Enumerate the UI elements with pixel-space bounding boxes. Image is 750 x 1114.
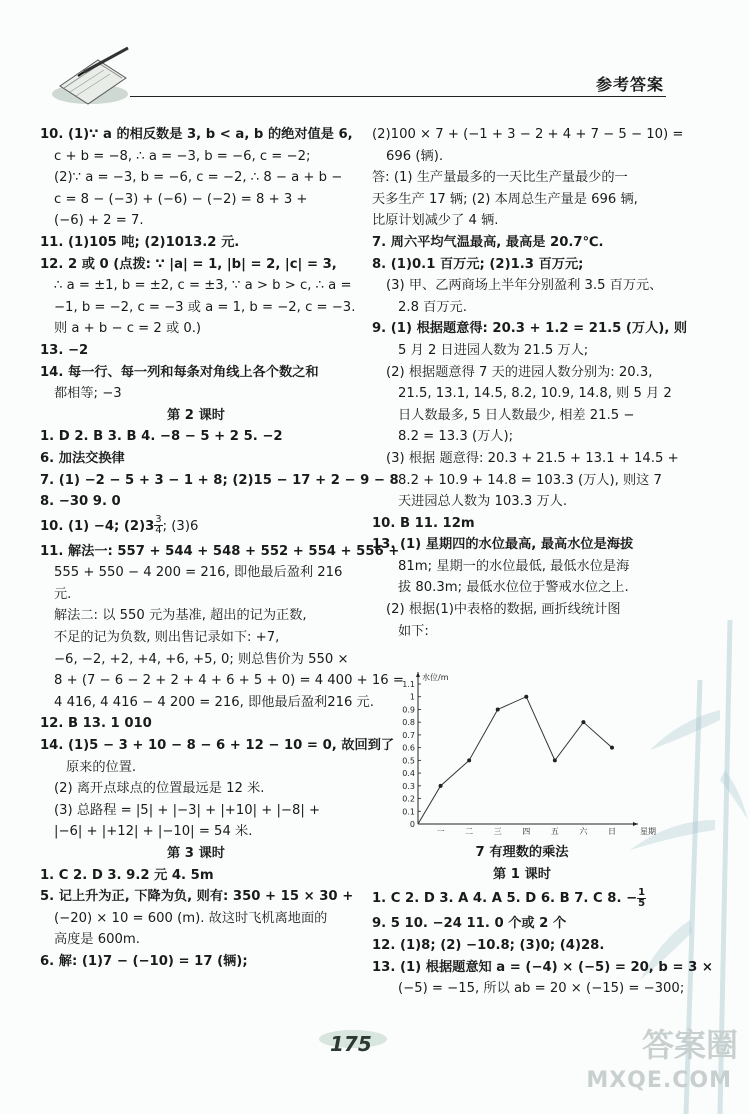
- data-point: [581, 720, 585, 724]
- answer-line: 2.8 百万元.: [398, 299, 467, 315]
- y-tick-label: 0: [409, 820, 415, 829]
- watermark-logo: 答案圈: [641, 1026, 738, 1064]
- answer-line: 8. −30 9. 0: [40, 494, 121, 510]
- x-tick-label: 二: [465, 827, 474, 836]
- x-tick-label: 六: [579, 827, 588, 836]
- data-point: [439, 784, 443, 788]
- fraction2-prefix: 1. C 2. D 3. A 4. A 5. D 6. B 7. C 8. −: [372, 891, 638, 907]
- header-title: 参考答案: [595, 75, 664, 94]
- answer-line: 12. B 13. 1 010: [40, 716, 152, 732]
- x-axis-arrow: [633, 822, 638, 826]
- answer-line: 不足的记为负数, 则出售记录如下: +7,: [54, 630, 280, 646]
- answer-line: c = 8 − (−3) + (−6) − (−2) = 8 + 3 +: [54, 191, 308, 207]
- y-tick-label: 0.4: [402, 769, 415, 779]
- fraction: [154, 515, 162, 536]
- answer-line: −1, b = −2, c = −3 或 a = 1, b = −2, c = −3.: [54, 299, 356, 315]
- answer-line: (2)∵ a = −3, b = −6, c = −2, ∴ 8 − a + b −: [54, 170, 343, 186]
- data-point: [467, 758, 471, 762]
- answer-line: 拔 80.3m; 最低水位位于警戒水位之上.: [398, 580, 629, 596]
- answer-line: 8. (1)0.1 百万元; (2)1.3 百万元;: [372, 256, 584, 272]
- y-tick-label: 0.3: [402, 781, 415, 791]
- answer-line: (2)100 × 7 + (−1 + 3 − 2 + 4 + 7 − 5 − 10) =: [372, 127, 684, 142]
- answer-line: 元.: [54, 586, 72, 602]
- answer-line: 8.2 + 10.9 + 14.8 = 103.3 (万人), 则这 7: [398, 472, 662, 488]
- right-column: [372, 124, 713, 1000]
- answer-line: 都相等; −3: [54, 386, 122, 402]
- y-axis-label: 水位/m: [422, 673, 449, 682]
- answer-line: 第 1 课时: [493, 866, 551, 882]
- answer-line: c + b = −8, ∴ a = −3, b = −6, c = −2;: [54, 148, 311, 164]
- answer-line: 11. (1)105 吨; (2)1013.2 元.: [40, 234, 240, 250]
- answer-line: (3) 根据 题意得: 20.3 + 21.5 + 13.1 + 14.5 +: [386, 450, 679, 466]
- answer-line: 7. (1) −2 − 5 + 3 − 1 + 8; (2)15 − 17 + 2 − 9 − 8: [40, 472, 399, 488]
- answer-line: 12. 2 或 0 (点拨: ∵ |a| = 1, |b| = 2, |c| = 3,: [40, 256, 337, 272]
- y-tick-label: 1: [409, 692, 415, 702]
- answer-line: 14. 每一行、每一列和每条对角线上各个数之和: [40, 364, 319, 380]
- x-tick-label: 三: [493, 827, 502, 836]
- answer-line: 9. 5 10. −24 11. 0 个或 2 个: [372, 916, 567, 932]
- answer-line: 8.2 = 13.3 (万人);: [398, 429, 514, 445]
- answer-line: −6, −2, +2, +4, +6, +5, 0; 则总售价为 550 ×: [54, 651, 349, 667]
- answer-line: 6. 加法交换律: [40, 450, 125, 466]
- answer-line: |−6| + |+12| + |−10| = 54 米.: [54, 824, 253, 840]
- fraction2-numerator: 1: [638, 886, 646, 898]
- answer-line: 1. D 2. B 3. B 4. −8 − 5 + 2 5. −2: [40, 429, 283, 445]
- answer-line: 1. C 2. D 3. 9.2 元 4. 5m: [40, 867, 214, 883]
- fraction-numerator: 3: [155, 514, 162, 526]
- x-tick-label: 日: [608, 827, 616, 836]
- header-divider: [130, 96, 666, 97]
- answer-line: 5 月 2 日进园人数为 21.5 万人;: [398, 342, 589, 358]
- answer-line: 天多生产 17 辆; (2) 本周总生产量是 696 辆,: [372, 191, 638, 207]
- data-point: [553, 758, 557, 762]
- answer-line: ∴ a = ±1, b = ±2, c = ±3, ∵ a > b > c, ∴ a =: [54, 278, 352, 294]
- answer-line: 8 + (7 − 6 − 2 + 2 + 4 + 6 + 5 + 0) = 4 400 + 16 =: [54, 673, 404, 689]
- answer-line: 5. 记上升为正, 下降为负, 则有: 350 + 15 × 30 +: [40, 889, 354, 905]
- answer-line-fraction: [40, 513, 352, 541]
- answer-line: (−20) × 10 = 600 (m). 故这时飞机离地面的: [54, 910, 328, 926]
- y-tick-label: 0.8: [402, 718, 415, 728]
- answer-line: 81m; 星期一的水位最低, 最低水位是海: [398, 558, 630, 574]
- y-tick-label: 0.7: [402, 730, 415, 740]
- y-axis-arrow: [416, 672, 420, 677]
- data-point: [610, 746, 614, 750]
- answer-line: 21.5, 13.1, 14.5, 8.2, 10.9, 14.8, 则 5 月 2: [398, 386, 672, 402]
- answer-line: 13. −2: [40, 342, 89, 358]
- water-level-line-chart: [388, 668, 668, 848]
- fraction-denominator: 4: [155, 525, 162, 537]
- answer-line: 如下:: [398, 623, 429, 639]
- answer-line: 解法二: 以 550 元为基准, 超出的记为正数,: [54, 608, 307, 624]
- answer-line: (2) 根据题意得 7 天的进园人数分别为: 20.3,: [386, 364, 653, 380]
- pen-and-paper-icon: [48, 42, 138, 112]
- fraction2-denominator: 5: [638, 897, 646, 909]
- fraction-line-prefix: 10. (1) −4; (2)3: [40, 518, 155, 534]
- y-tick-label: 1.1: [402, 680, 415, 689]
- series-line: [418, 697, 612, 824]
- y-tick-label: 0.2: [402, 794, 415, 804]
- answer-line: 原来的位置.: [66, 759, 137, 775]
- answer-line: 10. (1)∵ a 的相反数是 3, b < a, b 的绝对值是 6,: [40, 127, 353, 142]
- x-tick-label: 五: [550, 827, 559, 836]
- answer-line: (2) 根据(1)中表格的数据, 画折线统计图: [386, 602, 621, 618]
- data-point: [496, 707, 500, 711]
- fraction-line-suffix: ; (3)6: [162, 518, 199, 534]
- answer-line: (3) 总路程 = |5| + |−3| + |+10| + |−8| +: [54, 802, 321, 818]
- answer-line: 高度是 600m.: [54, 932, 140, 948]
- answer-line: 10. B 11. 12m: [372, 515, 475, 531]
- answer-line: 天进园总人数为 103.3 万人.: [398, 494, 568, 510]
- answer-line: 4 416, 4 416 − 4 200 = 216, 即他最后盈利216 元.: [54, 694, 374, 710]
- answer-line: 第 2 课时: [167, 407, 225, 423]
- answer-line: (2) 离开点球点的位置最远是 12 米.: [54, 781, 265, 797]
- answer-line: 第 3 课时: [167, 846, 225, 861]
- answer-line: 答: (1) 生产量最多的一天比生产量最少的一: [372, 170, 628, 186]
- y-tick-label: 0.5: [402, 756, 415, 766]
- x-tick-label: 一: [436, 827, 445, 836]
- answer-line: 696 (辆).: [386, 148, 444, 164]
- answer-line: 12. (1)8; (2) −10.8; (3)0; (4)28.: [372, 938, 605, 954]
- answer-line: 9. (1) 根据题意得: 20.3 + 1.2 = 21.5 (万人), 则: [372, 321, 688, 337]
- answer-line: 555 + 550 − 4 200 = 216, 即他最后盈利 216: [54, 565, 343, 581]
- answer-line: 13. (1) 星期四的水位最高, 最高水位是海拔: [372, 537, 634, 553]
- fraction-2: [637, 888, 646, 909]
- answer-line: 13. (1) 根据题意知 a = (−4) × (−5) = 20, b = 3 ×: [372, 959, 713, 975]
- answer-line: 11. 解法一: 557 + 544 + 548 + 552 + 554 + 556 +: [40, 543, 400, 559]
- answer-line: 7. 周六平均气温最高, 最高是 20.7℃.: [372, 234, 604, 250]
- watermark-url: MXQE.COM: [586, 1068, 732, 1093]
- page-number: 175: [330, 1032, 372, 1056]
- answer-line-fraction-2: [372, 885, 672, 913]
- answer-line: 则 a + b − c = 2 或 0.): [54, 321, 202, 337]
- answer-line: 7 有理数的乘法: [475, 845, 569, 861]
- answer-line: 比原计划减少了 4 辆.: [372, 213, 499, 229]
- answer-line: 日人数最多, 5 日人数最少, 相差 21.5 −: [398, 407, 635, 423]
- y-tick-label: 0.9: [402, 705, 415, 715]
- x-tick-label: 四: [522, 827, 531, 836]
- x-axis-label: 星期: [640, 827, 656, 836]
- answer-line: (3) 甲、乙两商场上半年分别盈利 3.5 百万元、: [386, 278, 663, 294]
- left-column: [40, 124, 404, 973]
- answer-line: (−6) + 2 = 7.: [54, 213, 144, 229]
- y-tick-label: 0.6: [402, 743, 415, 753]
- answer-line: 14. (1)5 − 3 + 10 − 8 − 6 + 12 − 10 = 0, 故回到了: [40, 738, 395, 754]
- answer-line: (−5) = −15, 所以 ab = 20 × (−15) = −300;: [398, 981, 685, 997]
- answer-line: 6. 解: (1)7 − (−10) = 17 (辆);: [40, 953, 248, 969]
- y-tick-label: 0.1: [402, 807, 415, 817]
- data-point: [524, 695, 528, 699]
